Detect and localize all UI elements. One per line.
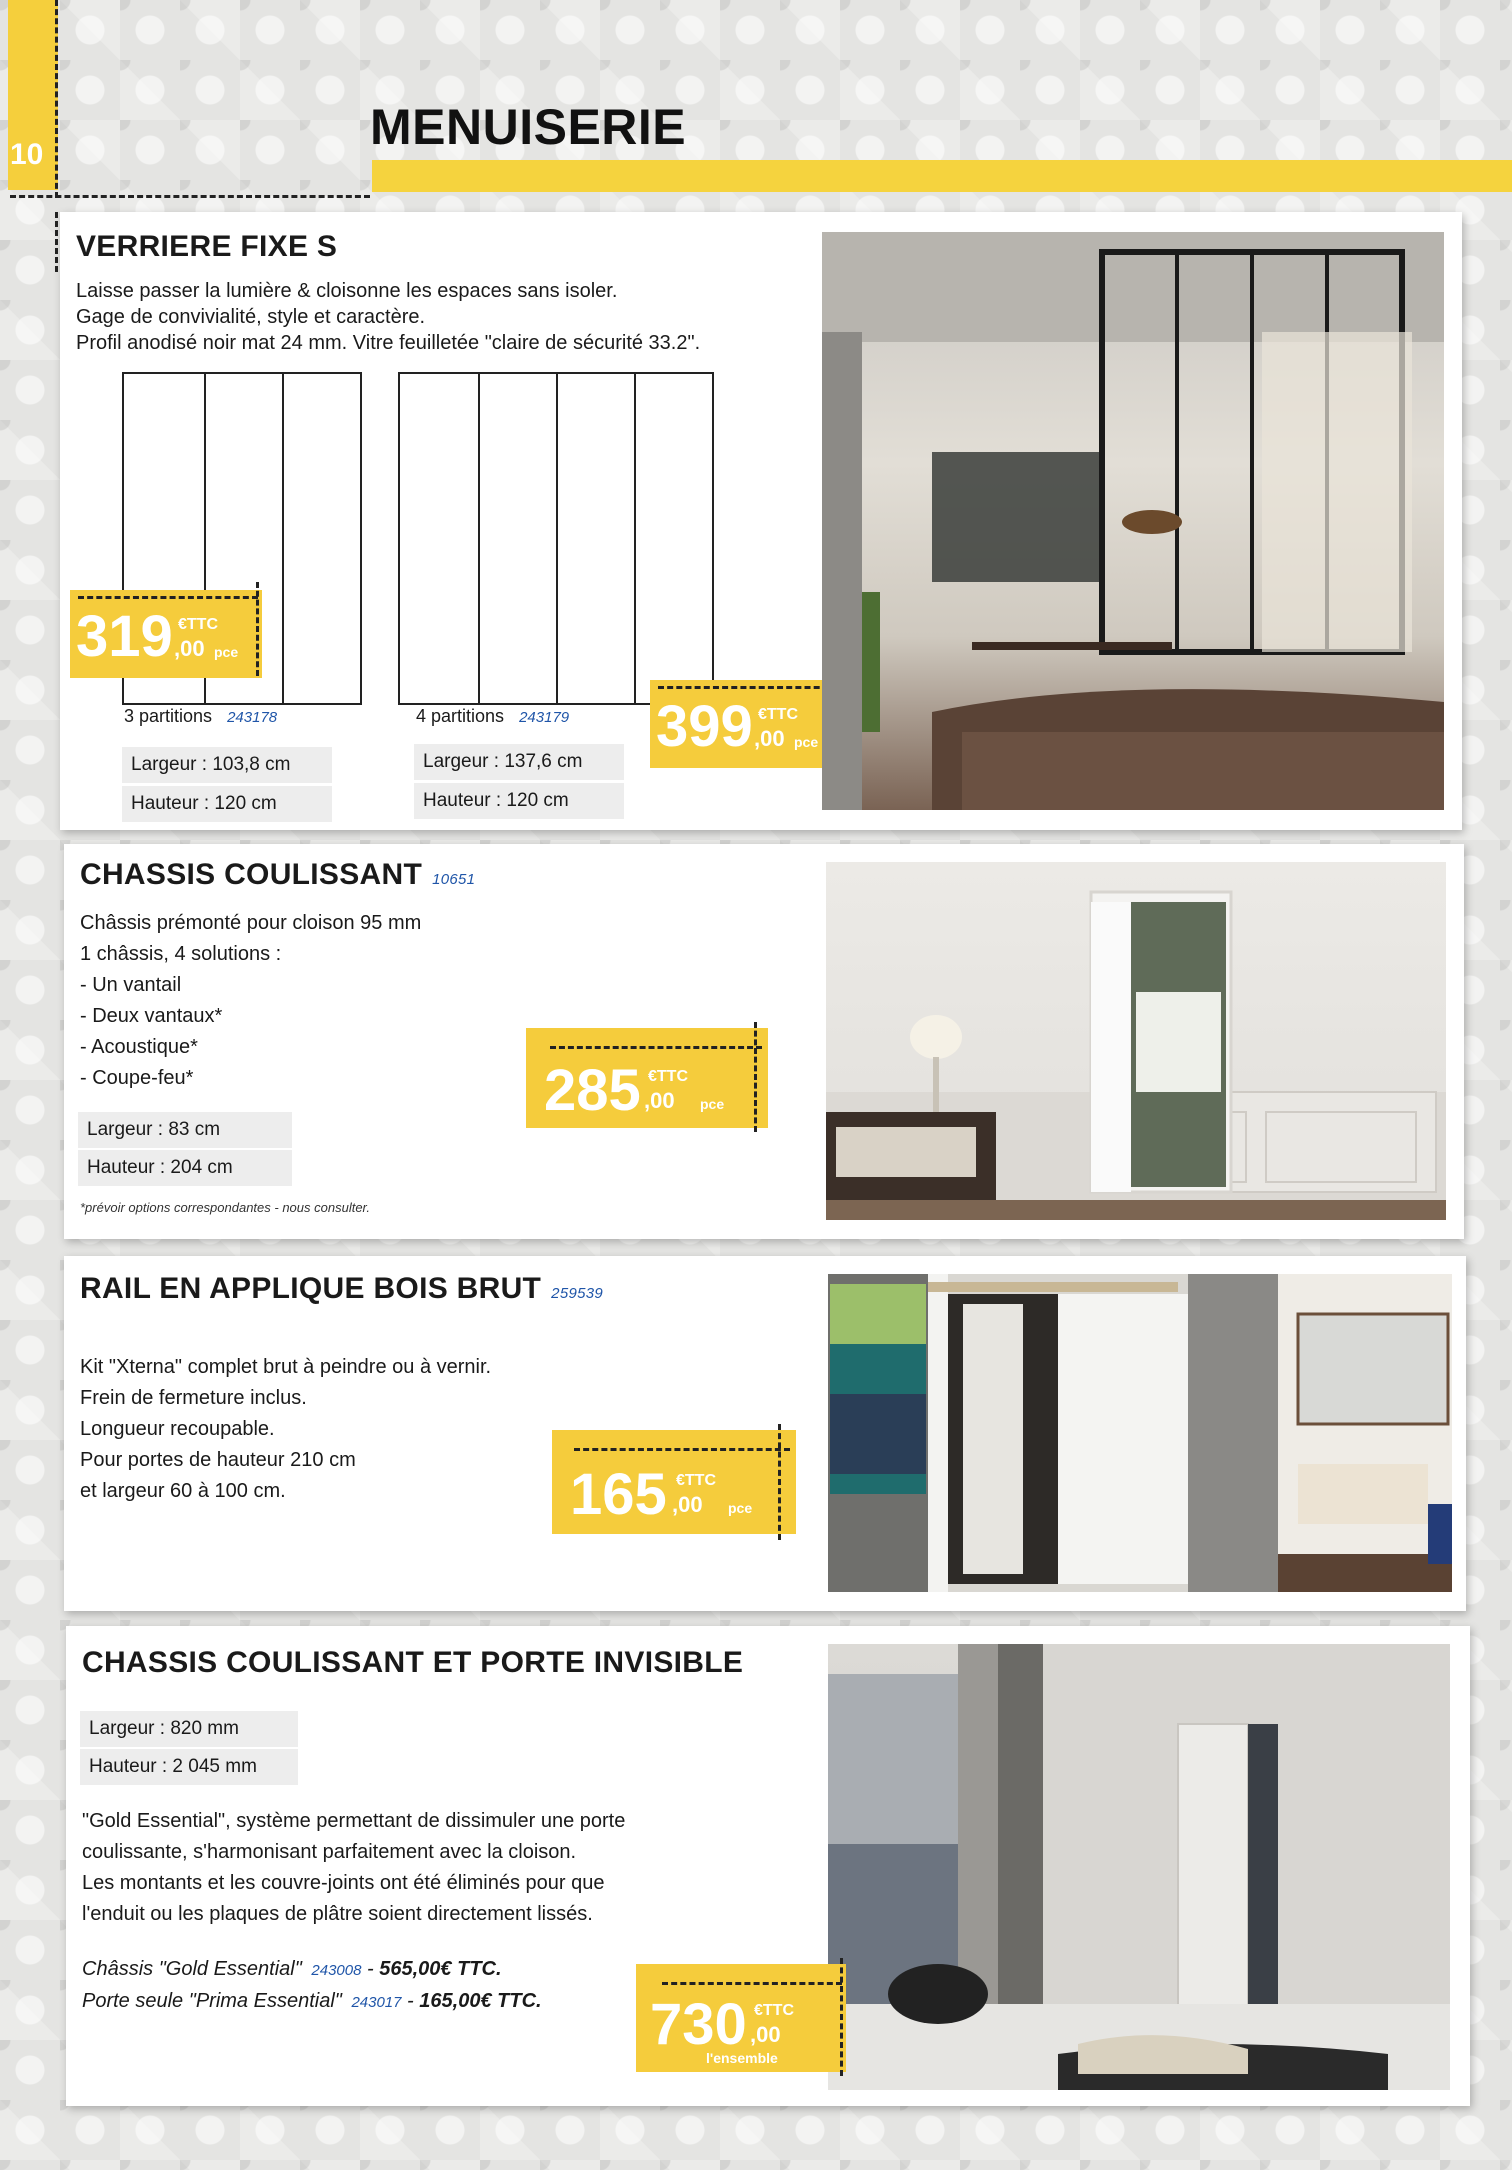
dashed-divider (55, 212, 58, 272)
price-unit: pce (794, 734, 819, 750)
description-line: Châssis prémonté pour cloison 95 mm (80, 912, 422, 934)
product-card-chassis (64, 844, 1464, 1239)
price-cents: ,00 (672, 1492, 703, 1517)
product-reference: 243008 (311, 1962, 362, 1979)
price-euros: 399 (656, 694, 753, 759)
caption-text: 3 partitions (124, 706, 213, 726)
description-line: Frein de fermeture inclus. (80, 1387, 307, 1409)
dimension-height: Hauteur : 204 cm (78, 1150, 292, 1186)
price-euros: 285 (544, 1058, 641, 1123)
description-line: 1 châssis, 4 solutions : (80, 943, 282, 965)
title-underline-bar (372, 160, 1512, 192)
price-unit: l'ensemble (706, 2050, 778, 2066)
product-card-verriere (60, 212, 1462, 830)
description-line: - Deux vantaux* (80, 1005, 223, 1027)
price-ettc: €TTC (758, 706, 798, 723)
product-card-invisible-door (66, 1626, 1470, 2106)
footnote: *prévoir options correspondantes - nous consulter. (80, 1200, 371, 1215)
product-title-line (80, 858, 475, 892)
dimension-width: Largeur : 820 mm (80, 1711, 298, 1747)
photo-illustration (828, 1274, 1452, 1592)
price-ettc: €TTC (178, 616, 218, 633)
living-room-glass-partition-photo (822, 232, 1444, 810)
product-title: VERRIERE FIXE S (76, 230, 338, 263)
component-price: 565,00€ TTC. (379, 1958, 502, 1980)
price-cents: ,00 (754, 726, 785, 751)
price-unit: pce (214, 644, 239, 660)
price-ettc: €TTC (676, 1472, 716, 1489)
description-line: Les montants et les couvre-joints ont été éliminés pour que (82, 1872, 605, 1894)
product-title: CHASSIS COULISSANT (80, 858, 423, 891)
caption-text: 4 partitions (416, 706, 505, 726)
product-card-rail (64, 1256, 1466, 1611)
price-tag-rail (552, 1430, 796, 1534)
price-unit: pce (728, 1500, 753, 1516)
description-line: - Acoustique* (80, 1036, 198, 1058)
price-unit: pce (700, 1096, 725, 1112)
description-line: - Coupe-feu* (80, 1067, 194, 1089)
partition-4-drawing (398, 372, 714, 705)
product-description (76, 276, 700, 358)
product-reference: 243017 (351, 1994, 402, 2011)
price-cents: ,00 (174, 636, 205, 661)
dimension-height: Hauteur : 2 045 mm (80, 1749, 298, 1785)
product-title: CHASSIS COULISSANT ET PORTE INVISIBLE (82, 1646, 744, 1679)
component-price-line (82, 1990, 542, 2013)
description-line: Gage de convivialité, style et caractère. (76, 306, 426, 328)
price-cents: ,00 (750, 2022, 781, 2047)
component-label: Porte seule "Prima Essential" (82, 1990, 342, 2012)
dimension-height: Hauteur : 120 cm (414, 783, 624, 819)
invisible-door-room-photo (828, 1644, 1450, 2090)
dimension-width: Largeur : 103,8 cm (122, 747, 332, 783)
product-reference: 243178 (227, 709, 278, 726)
product-title: RAIL EN APPLIQUE BOIS BRUT (80, 1272, 542, 1305)
photo-illustration (828, 1644, 1450, 2090)
product-title-line (80, 1272, 603, 1306)
description-line: "Gold Essential", système permettant de dissimuler une porte (82, 1810, 626, 1832)
component-price: 165,00€ TTC. (419, 1990, 542, 2012)
description-line: Pour portes de hauteur 210 cm (80, 1449, 356, 1471)
price-ettc: €TTC (648, 1068, 688, 1085)
price-tag-invisible-door (636, 1964, 846, 2072)
price-tag-4-partitions (650, 680, 842, 768)
description-line: Profil anodisé noir mat 24 mm. Vitre feuilletée "claire de sécurité 33.2". (76, 332, 701, 354)
page-number: 10 (10, 138, 44, 171)
dimension-height: Hauteur : 120 cm (122, 786, 332, 822)
component-label: Châssis "Gold Essential" (82, 1958, 302, 1980)
price-tag-chassis (526, 1028, 768, 1128)
photo-illustration (826, 862, 1446, 1220)
price-euros: 165 (570, 1462, 667, 1527)
description-line: et largeur 60 à 100 cm. (80, 1480, 286, 1502)
price-euros: 319 (76, 604, 173, 669)
description-line: l'enduit ou les plaques de plâtre soient directement lissés. (82, 1903, 593, 1925)
price-tag-3-partitions (70, 590, 262, 678)
dashed-divider (55, 0, 58, 198)
price-euros: 730 (650, 1992, 747, 2057)
dimension-width: Largeur : 137,6 cm (414, 744, 624, 780)
product-description (82, 1806, 625, 1930)
description-line: - Un vantail (80, 974, 182, 996)
component-price-line (82, 1958, 502, 1981)
product-reference: 243179 (519, 709, 570, 726)
price-ettc: €TTC (754, 2002, 794, 2019)
description-line: Longueur recoupable. (80, 1418, 275, 1440)
photo-illustration (822, 232, 1444, 810)
price-cents: ,00 (644, 1088, 675, 1113)
product-description (80, 1352, 491, 1507)
dimension-width: Largeur : 83 cm (78, 1112, 292, 1148)
sliding-door-room-photo (826, 862, 1446, 1220)
description-line: Kit "Xterna" complet brut à peindre ou à vernir. (80, 1356, 492, 1378)
description-line: Laisse passer la lumière & cloisonne les espaces sans isoler. (76, 280, 618, 302)
description-line: coulissante, s'harmonisant parfaitement avec la cloison. (82, 1841, 577, 1863)
product-description (80, 908, 421, 1094)
partition-caption (416, 706, 569, 727)
partition-caption (124, 706, 277, 727)
barn-door-rail-photo (828, 1274, 1452, 1592)
dashed-divider (10, 195, 370, 198)
separator: - (401, 1990, 420, 2012)
separator: - (361, 1958, 380, 1980)
product-reference: 10651 (432, 871, 476, 888)
product-reference: 259539 (551, 1285, 604, 1302)
page-title: MENUISERIE (370, 99, 687, 155)
